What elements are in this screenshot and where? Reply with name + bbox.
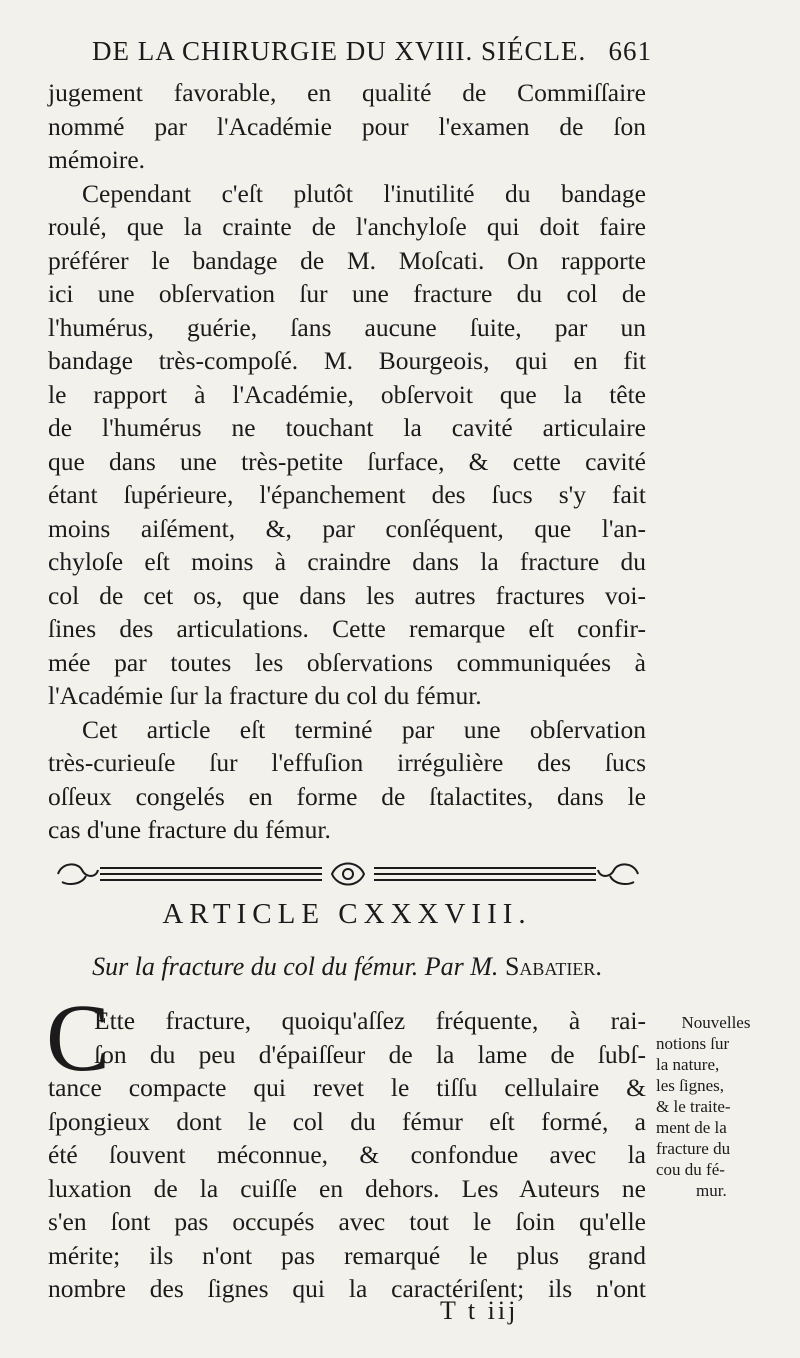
page-number: 661: [608, 36, 652, 66]
subtitle-author: Sabatier.: [504, 952, 602, 981]
text-line: que dans une très-petite ſurface, & cette cavité: [48, 446, 646, 476]
decorative-divider: [52, 856, 644, 892]
text-line: roulé, que la crainte de l'anchyloſe qui doit faire: [48, 212, 646, 241]
paragraph-3: [48, 713, 646, 847]
text-line: le rapport à l'Académie, obſervoit que la tête: [48, 379, 646, 409]
text-line: nombre des ſignes qui la caractériſent; ils n'ont: [48, 1274, 646, 1303]
margin-note: [656, 1012, 776, 1201]
text-line: chyloſe eſt moins à craindre dans la fracture du: [48, 547, 646, 576]
text-line: jugement favorable, en qualité de Commiſſaire: [48, 78, 646, 107]
text-line: col de cet os, que dans les autres fractures voi-: [48, 580, 646, 610]
margin-note-line: notions ſur: [656, 1034, 730, 1053]
text-line: préférer le bandage de M. Moſcati. On rapporte: [48, 245, 646, 275]
text-line: ſpongieux dont le col du fémur eſt formé, a: [48, 1106, 646, 1136]
drop-cap: C: [46, 984, 111, 1091]
text-line: oſſeux congelés en forme de ſtalactites, dans le: [48, 781, 646, 811]
margin-note-line: mur.: [696, 1181, 727, 1200]
text-line: très-curieuſe ſur l'effuſion irrégulière des ſucs: [48, 748, 646, 777]
text-line: Cet article eſt terminé par une obſervation: [82, 714, 646, 744]
text-line: tance compacte qui revet le tiſſu cellulaire &: [48, 1073, 646, 1102]
running-title: DE LA CHIRURGIE DU XVIII. SIÉCLE.: [92, 36, 587, 66]
text-line: l'Académie ſur la fracture du col du fémur.: [48, 681, 482, 710]
margin-note-line: fracture du: [656, 1139, 731, 1158]
text-line: mérite; ils n'ont pas remarqué le plus grand: [48, 1240, 646, 1270]
text-line: ſon du peu d'épaiſſeur de la lame de ſubſ-: [94, 1039, 646, 1069]
paragraph-1: [48, 76, 646, 177]
paragraph-2: [48, 177, 646, 713]
margin-note-line: cou du fé-: [656, 1160, 725, 1179]
article-title: ARTICLE CXXXVIII.: [162, 898, 532, 930]
text-line: mée par toutes les obſervations communiquées à: [48, 647, 646, 677]
text-line: ici une obſervation ſur une fracture du col de: [48, 279, 646, 308]
running-header: [92, 36, 652, 76]
signature-mark: T t iij: [440, 1296, 519, 1325]
text-line: mémoire.: [48, 145, 146, 174]
text-line: cas d'une fracture du fémur.: [48, 815, 331, 844]
margin-note-line: la nature,: [656, 1055, 720, 1074]
margin-note-line: les ſignes,: [656, 1076, 724, 1095]
margin-note-line: & le traite-: [656, 1097, 731, 1116]
article-body: [48, 1004, 646, 1306]
text-line: été ſouvent méconnue, & confondue avec la: [48, 1140, 646, 1169]
text-line: ſines des articulations. Cette remarque eſt confir-: [48, 614, 646, 643]
text-line: luxation de la cuiſſe en dehors. Les Auteurs ne: [48, 1173, 646, 1203]
margin-note-line: Nouvelles: [681, 1013, 751, 1032]
text-line: bandage très-compoſé. M. Bourgeois, qui en fit: [48, 346, 646, 375]
subtitle-text: Sur la fracture du col du fémur. Par M.: [92, 952, 505, 981]
text-line: s'en ſont pas occupés avec tout le ſoin qu'elle: [48, 1207, 646, 1236]
article-subtitle: [48, 952, 646, 982]
text-line: de l'humérus ne touchant la cavité articulaire: [48, 413, 646, 442]
text-line: moins aiſément, &, par conſéquent, que l'an-: [48, 513, 646, 543]
text-line: Ette fracture, quoiqu'aſſez fréquente, à rai-: [94, 1006, 646, 1035]
text-line: étant ſupérieure, l'épanchement des ſucs s'y fait: [48, 480, 646, 509]
main-text: [48, 76, 646, 847]
text-line: nommé par l'Académie pour l'examen de ſon: [48, 111, 646, 141]
text-line: l'humérus, guérie, ſans aucune ſuite, par un: [48, 312, 646, 342]
text-line: Cependant c'eſt plutôt l'inutilité du bandage: [82, 178, 646, 208]
margin-note-line: ment de la: [656, 1118, 727, 1137]
